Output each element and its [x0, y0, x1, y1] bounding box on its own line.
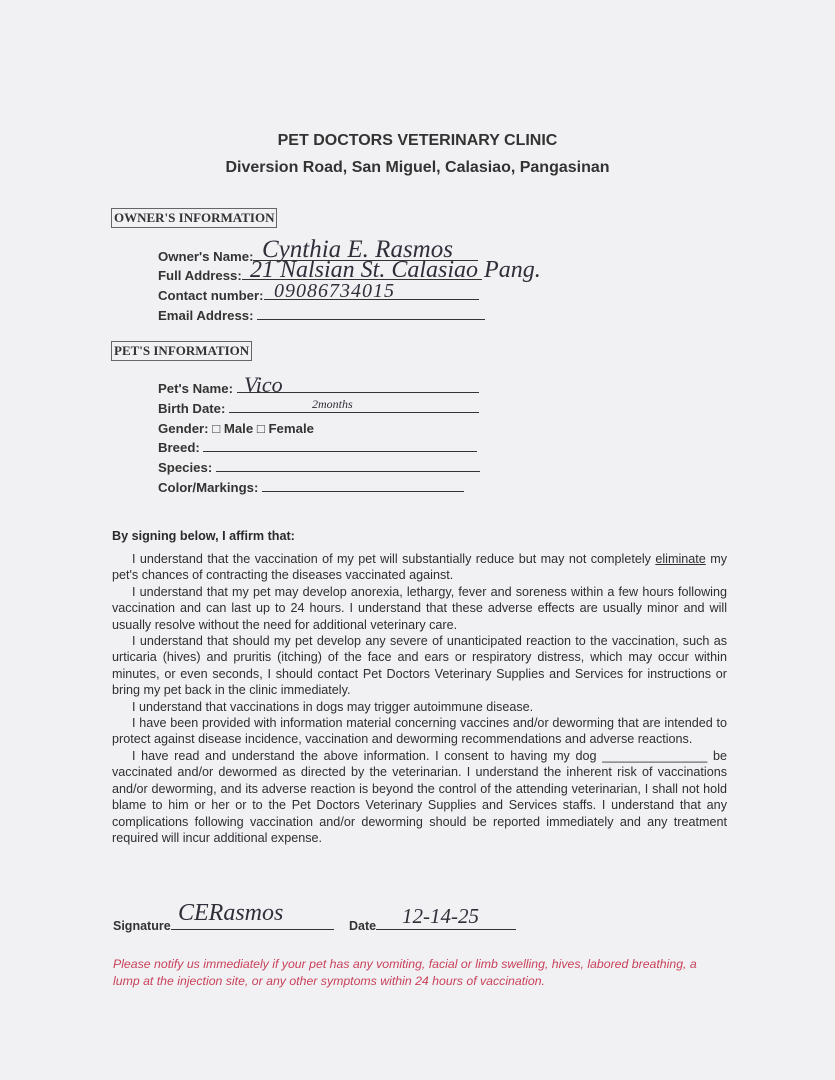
species-field[interactable]	[158, 460, 480, 475]
pet-name-value: Vico	[244, 372, 283, 397]
affirm-paragraph-6: I have read and understand the above information. I consent to having my dog _______________ be vaccinated and/or dewormed as directed by the veterinarian. I understand the inherent risk of vaccinations and/or deworming, and its adverse reaction is beyond the control of the attending veterinarian, I shall not hold blame to him or her or to the Pet Doctors Veterinary Supplies and Services staffs. I understand that any complications following vaccination and/or deworming should be reported immediately and any treatment required will incur additional expense.	[112, 748, 727, 845]
email-label: Email Address:	[158, 308, 254, 323]
affirmation-text	[112, 551, 727, 846]
affirm-paragraph-2: I understand that my pet may develop anorexia, lethargy, fever and soreness within a few hours following vaccination and can last up to 24 hours. I understand that these adverse effects are usually minor and will usually resolve without the need for additional veterinary care.	[112, 584, 727, 632]
breed-label: Breed:	[158, 440, 200, 455]
species-label: Species:	[158, 460, 213, 475]
birth-date-value: 2months	[312, 397, 353, 411]
signature-label: Signature	[113, 919, 171, 933]
address-label: Full Address:	[158, 268, 242, 283]
color-markings-field[interactable]	[158, 480, 464, 495]
email-field[interactable]	[158, 308, 485, 323]
affirm-p1-text-end: my pet's chances of contracting the diseases vaccinated against.	[112, 552, 727, 583]
affirm-paragraph-1	[112, 551, 727, 584]
gender-male-checkbox[interactable]: □ Male	[212, 421, 254, 436]
clinic-address: Diversion Road, San Miguel, Calasiao, Pangasinan	[225, 159, 610, 176]
notice-text: Please notify us immediately if your pet has any vomiting, facial or limb swelling, hives, labored breathing, a lump at the injection site, or any other symptoms within 24 hours of vaccination.	[113, 957, 697, 988]
affirm-p1-text: I understand that the vaccination of my pet will substantially reduce but may not completely	[132, 552, 656, 566]
contact-value: 09086734015	[274, 280, 395, 302]
signature-value: CERasmos	[178, 900, 284, 926]
affirm-paragraph-4: I understand that vaccinations in dogs may trigger autoimmune disease.	[132, 699, 534, 714]
pet-section-title: PET'S INFORMATION	[111, 341, 252, 361]
owner-name-label: Owner's Name:	[158, 249, 254, 264]
gender-field	[158, 421, 314, 436]
date-value: 12-14-25	[402, 904, 479, 928]
owner-section-title: OWNER'S INFORMATION	[111, 208, 277, 228]
pet-name-label: Pet's Name:	[158, 381, 233, 396]
affirm-p1-underlined: eliminate	[655, 552, 706, 566]
breed-field[interactable]	[158, 440, 477, 455]
color-markings-label: Color/Markings:	[158, 480, 259, 495]
pet-name-field[interactable]	[158, 381, 479, 396]
birth-date-label: Birth Date:	[158, 401, 226, 416]
contact-label: Contact number:	[158, 288, 264, 303]
affirm-heading: By signing below, I affirm that:	[112, 529, 295, 543]
gender-label: Gender:	[158, 421, 209, 436]
affirm-paragraph-3: I understand that should my pet develop any severe of unanticipated reaction to the vaccination, such as urticaria (hives) and pruritis (itching) of the face and ears or respiratory distress, which may occur within minutes, or even seconds, I should contact Pet Doctors Veterinary Supplies and Services for instructions or bring my pet back in the clinic immediately.	[112, 634, 727, 698]
gender-female-checkbox[interactable]: □ Female	[256, 421, 314, 436]
clinic-name: PET DOCTORS VETERINARY CLINIC	[277, 132, 558, 149]
date-label: Date	[349, 919, 377, 933]
affirm-paragraph-5: I have been provided with information material concerning vaccines and/or deworming that are intended to protect against disease incidence, vaccination and deworming recommendations and adverse reactions.	[112, 716, 727, 747]
address-value: 21 Nalsian St. Calasiao Pang.	[250, 257, 541, 283]
owner-name-value: Cynthia E. Rasmos	[262, 236, 453, 263]
